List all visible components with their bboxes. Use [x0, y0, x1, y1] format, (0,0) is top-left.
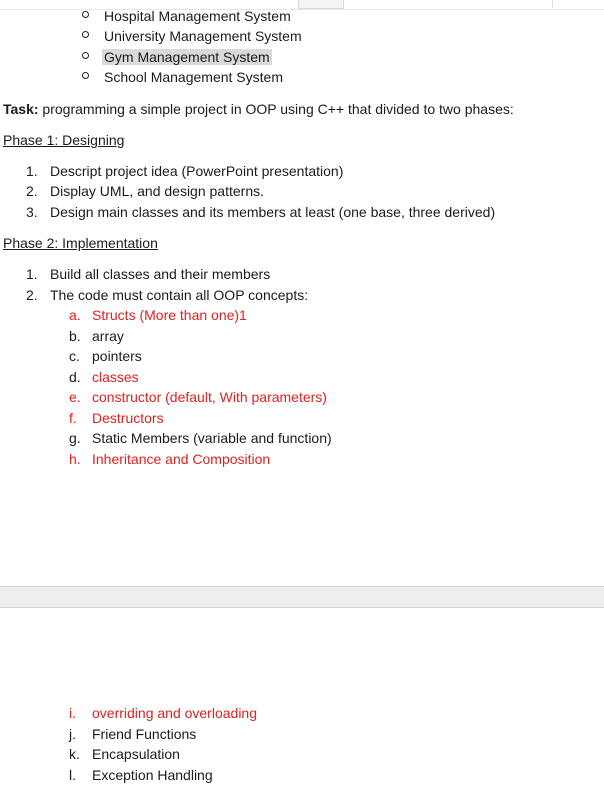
phase2-heading: Phase 2: Implementation	[3, 235, 158, 251]
task-text: programming a simple project in OOP using C++ that divided to two phases:	[38, 101, 514, 117]
concept-letter: g.	[69, 430, 81, 446]
concept-item: Encapsulation	[92, 746, 180, 762]
phase1-item-number: 3.	[26, 204, 38, 220]
concept-letter: a.	[69, 307, 81, 323]
concept-letter: d.	[69, 369, 81, 385]
concept-letter: f.	[69, 410, 77, 426]
concept-item: Inheritance and Composition	[92, 451, 271, 467]
concept-letter: b.	[69, 328, 81, 344]
concept-item: classes	[92, 369, 139, 385]
concept-item: Structs (More than one)1	[92, 307, 247, 323]
phase1-item: Display UML, and design patterns.	[50, 183, 264, 199]
system-option-highlighted	[102, 48, 272, 66]
toolbar-strip	[0, 0, 604, 10]
highlighted-text: Gym Management System	[104, 49, 270, 65]
system-option: School Management System	[104, 69, 283, 85]
phase2-item: Build all classes and their members	[50, 266, 271, 282]
concept-letter: h.	[69, 451, 81, 467]
phase1-heading: Phase 1: Designing	[3, 132, 125, 148]
concept-item: Destructors	[92, 410, 164, 426]
phase2-item: The code must contain all OOP concepts:	[50, 287, 309, 303]
task-label: Task:	[3, 101, 39, 117]
concept-letter: j.	[69, 726, 76, 742]
concept-item: pointers	[92, 348, 142, 364]
concept-letter: i.	[69, 705, 76, 721]
phase1-item: Design main classes and its members at least (one base, three derived)	[50, 204, 496, 220]
task-line	[3, 100, 514, 118]
concept-letter: c.	[69, 348, 80, 364]
phase2-item-number: 2.	[26, 287, 38, 303]
system-option: Hospital Management System	[104, 8, 291, 24]
concept-item: Static Members (variable and function)	[92, 430, 332, 446]
system-option: University Management System	[104, 28, 302, 44]
concept-item: Friend Functions	[92, 726, 197, 742]
phase1-item: Descript project idea (PowerPoint presentation)	[50, 163, 344, 179]
concept-letter: e.	[69, 389, 81, 405]
phase1-item-number: 2.	[26, 183, 38, 199]
phase1-item-number: 1.	[26, 163, 38, 179]
phase2-item-number: 1.	[26, 266, 38, 282]
toolbar-tab[interactable]	[298, 0, 344, 9]
toolbar-tab[interactable]	[552, 0, 593, 8]
bullet-icon	[82, 72, 89, 79]
page-break	[0, 586, 604, 608]
bullet-icon	[82, 31, 89, 38]
bullet-icon	[82, 11, 89, 18]
concept-item: Exception Handling	[92, 767, 213, 783]
concept-item: array	[92, 328, 124, 344]
concept-item: constructor (default, With parameters)	[92, 389, 327, 405]
concept-letter: k.	[69, 746, 80, 762]
concept-letter: l.	[69, 767, 76, 783]
bullet-icon	[82, 52, 89, 59]
concept-item: overriding and overloading	[92, 705, 257, 721]
